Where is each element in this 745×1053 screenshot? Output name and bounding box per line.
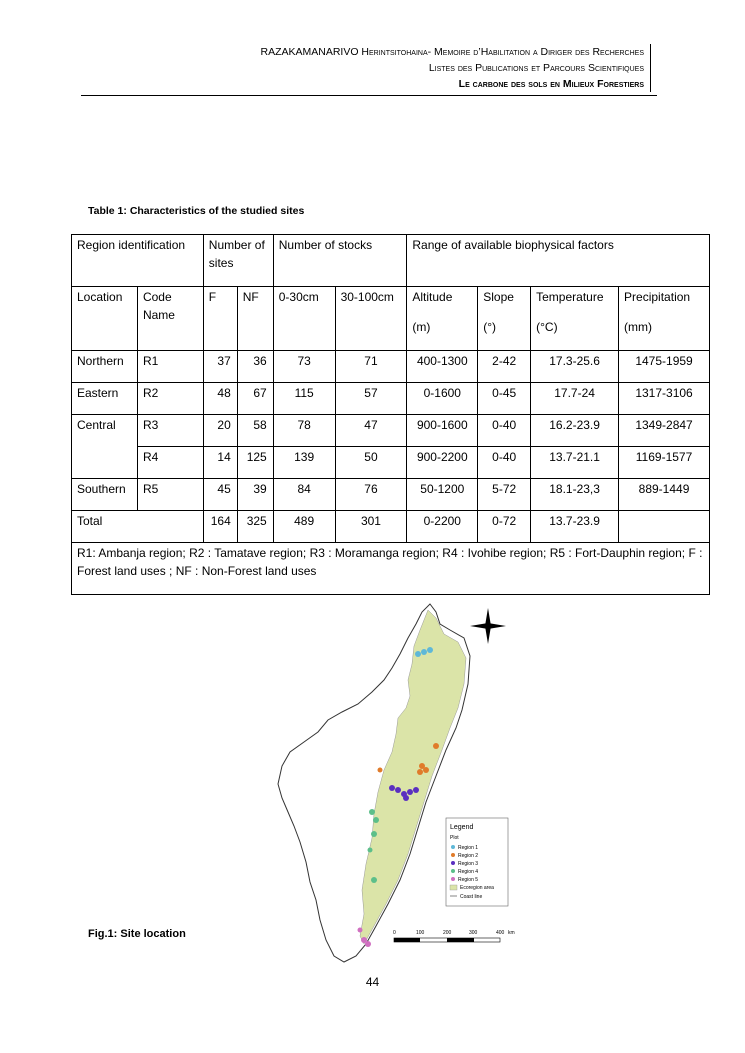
cell-code: R2 [137, 383, 203, 415]
header-line-2: Listes des Publications et Parcours Scientifiques [428, 62, 644, 74]
cell-total-nf: 325 [237, 511, 273, 543]
plot-point [433, 743, 439, 749]
cell-slope: 2-42 [478, 351, 531, 383]
th-slope [478, 287, 531, 351]
th-number-of-sites: Number of sites [203, 235, 273, 287]
cell-stock-30-100: 47 [335, 415, 407, 447]
cell-code: R4 [137, 447, 203, 479]
scale-tick: 0 [393, 930, 396, 936]
cell-f: 45 [203, 479, 237, 511]
cell-stock-0-30: 78 [273, 415, 335, 447]
th-depth-0-30: 0-30cm [273, 287, 335, 351]
th-temperature [531, 287, 619, 351]
legend-subtitle: Plot [450, 835, 459, 841]
cell-stock-0-30: 115 [273, 383, 335, 415]
legend-label-region-3: Region 3 [458, 861, 479, 867]
plot-point [358, 928, 363, 933]
cell-stock-0-30: 139 [273, 447, 335, 479]
plot-point [369, 809, 375, 815]
plot-point [389, 785, 395, 791]
header-rule [81, 95, 657, 96]
header-line-1: RAZAKAMANARIVO Herintsitohaina- Memoire d’Habilitation a Diriger des Recherches [260, 46, 644, 58]
plot-point [378, 768, 383, 773]
plot-point [403, 795, 409, 801]
cell-nf: 58 [237, 415, 273, 447]
plot-point [417, 769, 423, 775]
cell-precipitation: 1169-1577 [619, 447, 710, 479]
cell-temperature: 17.7-24 [531, 383, 619, 415]
scale-tick: 100 [416, 930, 425, 936]
page-number: 44 [365, 975, 380, 989]
plot-point [371, 877, 377, 883]
cell-stock-30-100: 50 [335, 447, 407, 479]
cell-location: Eastern [72, 383, 138, 415]
scale-tick: 200 [443, 930, 452, 936]
cell-total-temperature: 13.7-23.9 [531, 511, 619, 543]
legend-swatch-region-3 [451, 861, 455, 865]
plot-point [415, 651, 421, 657]
cell-nf: 67 [237, 383, 273, 415]
precipitation-unit: (mm) [624, 320, 653, 334]
cell-slope: 0-40 [478, 415, 531, 447]
th-biophysical: Range of available biophysical factors [407, 235, 710, 287]
legend-label-region-2: Region 2 [458, 853, 479, 859]
cell-temperature: 17.3-25.6 [531, 351, 619, 383]
site-location-map [260, 600, 530, 965]
cell-location: Northern [72, 351, 138, 383]
legend-swatch-ecoregion [450, 885, 457, 890]
legend-label-coast: Coast line [460, 894, 483, 900]
cell-code: R1 [137, 351, 203, 383]
th-nf: NF [237, 287, 273, 351]
cell-altitude: 50-1200 [407, 479, 478, 511]
cell-altitude: 900-2200 [407, 447, 478, 479]
table-total-row [72, 511, 710, 543]
scale-unit: km [508, 930, 515, 936]
cell-code: R5 [137, 479, 203, 511]
cell-f: 48 [203, 383, 237, 415]
table-note-row [72, 543, 710, 595]
plot-point [368, 848, 373, 853]
legend-label-region-1: Region 1 [458, 845, 479, 851]
table-head-row-1 [72, 235, 710, 287]
cell-temperature: 18.1-23,3 [531, 479, 619, 511]
legend-swatch-region-2 [451, 853, 455, 857]
running-header [104, 44, 651, 92]
altitude-label: Altitude [412, 290, 453, 304]
legend-swatch-region-4 [451, 869, 455, 873]
table-head-row-2 [72, 287, 710, 351]
temperature-unit: (°C) [536, 320, 558, 334]
table-row [72, 383, 710, 415]
legend-swatch-region-1 [451, 845, 455, 849]
cell-precipitation: 1317-3106 [619, 383, 710, 415]
cell-altitude: 0-1600 [407, 383, 478, 415]
cell-stock-30-100: 76 [335, 479, 407, 511]
plot-point [395, 787, 401, 793]
cell-altitude: 900-1600 [407, 415, 478, 447]
plot-point [413, 787, 419, 793]
cell-precipitation: 889-1449 [619, 479, 710, 511]
precipitation-label: Precipitation [624, 290, 691, 304]
altitude-unit: (m) [412, 320, 431, 334]
slope-label: Slope [483, 290, 514, 304]
cell-f: 37 [203, 351, 237, 383]
plot-point [407, 789, 413, 795]
table-row [72, 351, 710, 383]
cell-code: R3 [137, 415, 203, 447]
legend-label-region-5: Region 5 [458, 877, 479, 883]
plot-point [421, 649, 427, 655]
cell-total-slope: 0-72 [478, 511, 531, 543]
cell-slope: 5-72 [478, 479, 531, 511]
scale-bar [393, 930, 515, 942]
th-number-of-stocks: Number of stocks [273, 235, 407, 287]
legend-swatch-region-5 [451, 877, 455, 881]
cell-temperature: 16.2-23.9 [531, 415, 619, 447]
header-line-3: Le carbone des sols en Milieux Forestiers [458, 78, 644, 90]
cell-stock-30-100: 57 [335, 383, 407, 415]
plot-point [365, 941, 371, 947]
cell-location: Southern [72, 479, 138, 511]
north-arrow-icon [470, 608, 506, 644]
th-f: F [203, 287, 237, 351]
scale-tick: 300 [469, 930, 478, 936]
figure-caption: Fig.1: Site location [88, 928, 186, 940]
legend-label-region-4: Region 4 [458, 869, 479, 875]
cell-stock-0-30: 84 [273, 479, 335, 511]
cell-nf: 125 [237, 447, 273, 479]
th-depth-30-100: 30-100cm [335, 287, 407, 351]
th-location: Location [72, 287, 138, 351]
cell-total-stock-30-100: 301 [335, 511, 407, 543]
cell-altitude: 400-1300 [407, 351, 478, 383]
plot-point [373, 817, 379, 823]
sites-table [71, 234, 710, 595]
cell-total-label: Total [72, 511, 204, 543]
cell-slope: 0-40 [478, 447, 531, 479]
cell-total-stock-0-30: 489 [273, 511, 335, 543]
cell-total-precipitation [619, 511, 710, 543]
plot-point [423, 767, 429, 773]
th-code-name: Code Name [137, 287, 203, 351]
table-note: R1: Ambanja region; R2 : Tamatave region; R3 : Moramanga region; R4 : Ivohibe region; R5 : Fort-Dauphin region; F : Forest land uses ; NF : Non-Forest land uses [72, 543, 710, 595]
cell-temperature: 13.7-21.1 [531, 447, 619, 479]
table-caption: Table 1: Characteristics of the studied sites [88, 205, 305, 217]
scale-tick: 400 [496, 930, 505, 936]
cell-precipitation: 1349-2847 [619, 415, 710, 447]
th-precipitation [619, 287, 710, 351]
slope-unit: (°) [483, 320, 497, 334]
temperature-label: Temperature [536, 290, 604, 304]
map-legend [446, 818, 508, 906]
plot-point [371, 831, 377, 837]
plot-point [427, 647, 433, 653]
cell-nf: 36 [237, 351, 273, 383]
table-row [72, 415, 710, 447]
cell-total-f: 164 [203, 511, 237, 543]
cell-stock-0-30: 73 [273, 351, 335, 383]
th-altitude [407, 287, 478, 351]
table-row [72, 447, 710, 479]
cell-f: 20 [203, 415, 237, 447]
cell-precipitation: 1475-1959 [619, 351, 710, 383]
cell-total-altitude: 0-2200 [407, 511, 478, 543]
cell-slope: 0-45 [478, 383, 531, 415]
cell-location: Central [72, 415, 138, 479]
table-row [72, 479, 710, 511]
legend-title: Legend [450, 824, 474, 831]
legend-label-ecoregion: Ecoregion area [460, 885, 494, 891]
th-region-identification: Region identification [72, 235, 204, 287]
cell-stock-30-100: 71 [335, 351, 407, 383]
cell-nf: 39 [237, 479, 273, 511]
cell-f: 14 [203, 447, 237, 479]
